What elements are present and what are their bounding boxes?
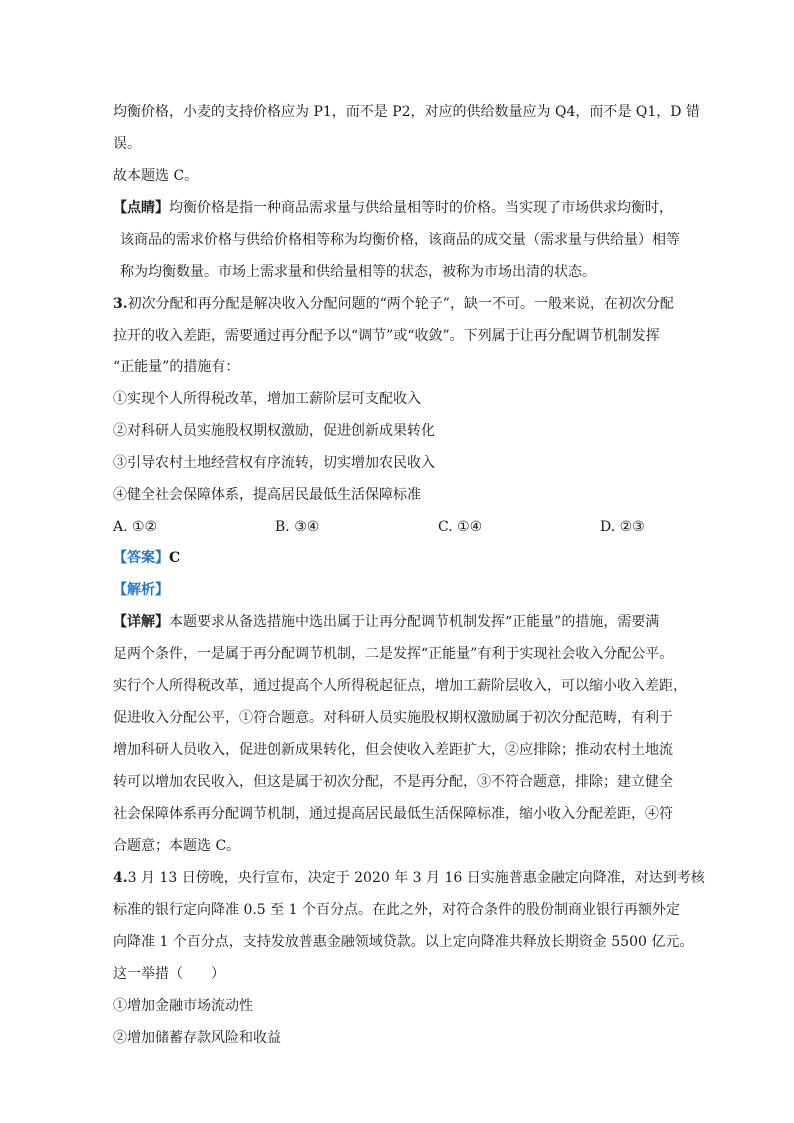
dianjing-line (113, 198, 673, 218)
detail-line: 【详解】本题要求从备选措施中选出属于让再分配调节机制发挥“正能量”的措施，需要满 (113, 614, 660, 630)
detail-line: 增加科研人员收入，促进创新成果转化，但会使收入差距扩大，②应排除；推动农村土地流 (113, 742, 673, 758)
question-4-stem: 向降准 1 个百分点，支持发放普惠金融领域贷款。以上定向降准共释放长期资金 5500 亿元。 (113, 934, 694, 950)
question-3-stem: 拉开的收入差距，需要通过再分配予以“调节”或“收敛”。下列属于让再分配调节机制发挥 (113, 328, 660, 344)
dianjing-line: 称为均衡数量。市场上需求量和供给量相等的状态，被称为市场出清的状态。 (120, 264, 596, 280)
choice-item: ①增加金融市场流动性 (113, 998, 253, 1014)
question-number: 4. (113, 870, 128, 886)
option-d: D. ②③ (600, 519, 645, 535)
conclusion-line: 故本题选 C。 (113, 168, 199, 184)
option-b: B. ③④ (275, 519, 320, 535)
question-4-stem: 标准的银行定向降准 0.5 至 1 个百分点。在此之外，对符合条件的股份制商业银行再额外定 (113, 902, 680, 918)
measure-item: ③引导农村土地经营权有序流转，切实增加农民收入 (113, 455, 435, 471)
analysis-line: 误。 (113, 136, 141, 152)
detail-line: 社会保障体系再分配调节机制，通过提高居民最低生活保障标准，缩小收入分配差距，④符 (113, 806, 673, 822)
answer-value: C (169, 550, 181, 566)
dianjing-line: 该商品的需求价格与供给价格相等称为均衡价格，该商品的成交量（需求量与供给量）相等 (120, 232, 680, 248)
question-3-stem: 3.初次分配和再分配是解决收入分配问题的“两个轮子”，缺一不可。一般来说，在初次分配 (113, 296, 674, 312)
detail-line: 合题意；本题选 C。 (113, 838, 241, 854)
question-4-stem: 4.3 月 13 日傍晚，央行宣布，决定于 2020 年 3 月 16 日实施普惠金融定向降准，对达到考核 (113, 870, 705, 886)
detail-tag: 【详解】 (113, 614, 169, 630)
dianjing-tag: 【点睛】 (113, 200, 169, 216)
option-a: A. ①② (113, 519, 158, 535)
measure-item: ④健全社会保障体系，提高居民最低生活保障标准 (113, 487, 421, 503)
measure-item: ①实现个人所得税改革，增加工薪阶层可支配收入 (113, 391, 421, 407)
detail-line: 促进收入分配公平，①符合题意。对科研人员实施股权期权激励属于初次分配范畴，有利于 (113, 710, 673, 726)
dianjing-text: 均衡价格是指一种商品需求量与供给量相等时的价格。当实现了市场供求均衡时， (169, 200, 673, 216)
answer-line (113, 548, 180, 568)
analysis-tag: 【解析】 (113, 582, 169, 598)
measure-item: ②对科研人员实施股权期权激励，促进创新成果转化 (113, 423, 435, 439)
detail-line: 转可以增加农民收入，但这是属于初次分配，不是再分配，③不符合题意，排除；建立健全 (113, 774, 673, 790)
option-c: C. ①④ (438, 519, 483, 535)
detail-line: 足两个条件，一是属于再分配调节机制，二是发挥“正能量”有利于实现社会收入分配公平。 (113, 646, 674, 662)
analysis-line: 均衡价格，小麦的支持价格应为 P1，而不是 P2，对应的供给数量应为 Q4，而不是 Q1，D 错 (113, 104, 700, 120)
question-3-stem: “正能量”的措施有： (113, 359, 240, 375)
detail-line: 实行个人所得税改革，通过提高个人所得税起征点，增加工薪阶层收入，可以缩小收入差距， (113, 678, 687, 694)
choice-item: ②增加储蓄存款风险和收益 (113, 1030, 281, 1046)
question-4-stem: 这一举措（ ） (113, 966, 225, 982)
question-number: 3. (113, 296, 128, 312)
answer-tag: 【答案】 (113, 550, 169, 566)
